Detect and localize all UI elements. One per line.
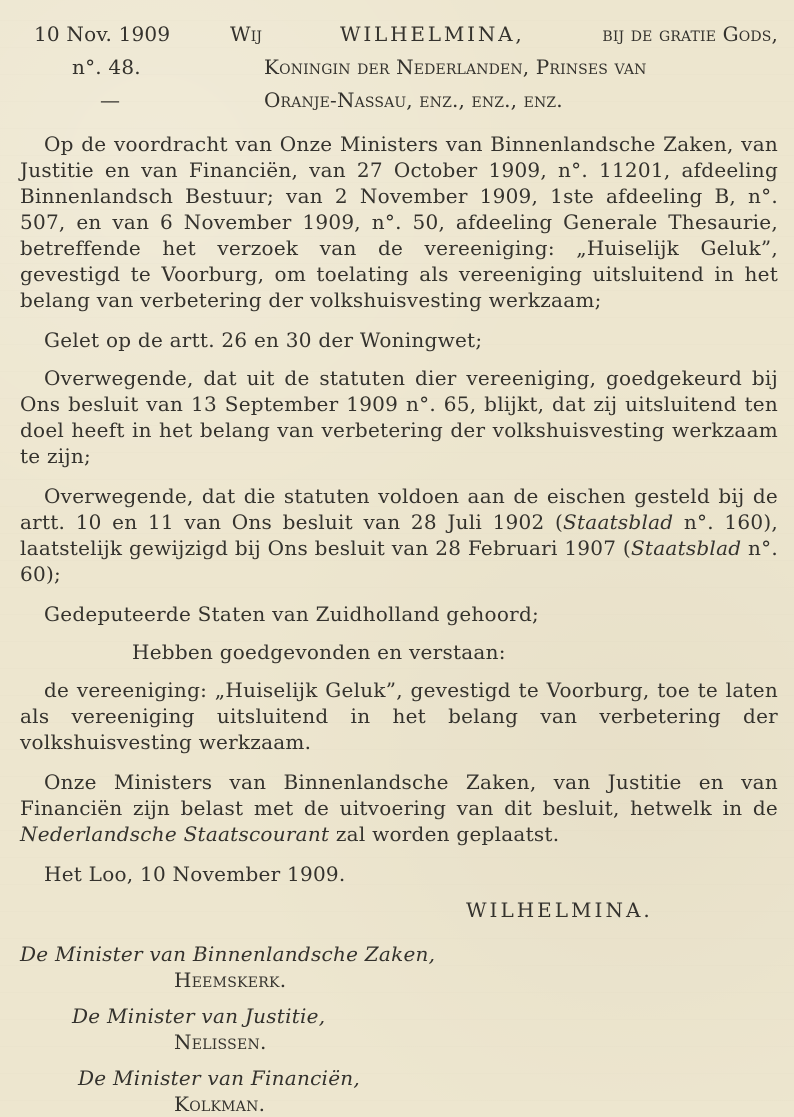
- minister-title-interior: De Minister van Binnenlandsche Zaken,: [20, 942, 436, 966]
- paragraph-execution-a: Onze Ministers van Binnenlandsche Zaken, van Justitie en van Financiën zijn belast met de uitvoering van dit besluit, hetwelk in de: [20, 770, 778, 820]
- decree-meta: [20, 18, 198, 117]
- monarch-signature: WILHELMINA.: [466, 898, 653, 922]
- paragraph-legal-basis: Gelet op de artt. 26 en 30 der Woningwet;: [44, 328, 483, 352]
- minister-signature-interior: [20, 941, 778, 993]
- royal-heading-line-1: [230, 18, 778, 51]
- royal-heading: [230, 18, 778, 117]
- decree-date: 10 Nov. 1909: [34, 22, 171, 46]
- minister-name-finance: Kolkman.: [174, 1092, 266, 1116]
- minister-signature-finance: [20, 1065, 778, 1117]
- royal-heading-line-3: Oranje-Nassau, enz., enz., enz.: [264, 88, 563, 112]
- paragraph-statutes-compliance: [20, 483, 778, 587]
- minister-name-interior: Heemskerk.: [174, 968, 287, 992]
- paragraph-execution-b: zal worden geplaatst.: [329, 822, 560, 846]
- staatscourant-ref: Nederlandsche Staatscourant: [20, 822, 330, 846]
- paragraph-provincial-states: Gedeputeerde Staten van Zuidholland gehoord;: [44, 602, 539, 626]
- minister-title-finance: De Minister van Financiën,: [78, 1066, 361, 1090]
- signoff: [20, 861, 778, 1117]
- paragraph-statutes-purpose: Overwegende, dat uit de statuten dier vereeniging, goedgekeurd bij Ons besluit van 13 September 1909 n°. 65, blijkt, dat zij uitsluitend ten doel heeft in het belang van verbetering der volkshuisvesting werkzaam te zijn;: [20, 366, 778, 468]
- heading-wij: Wij: [230, 22, 263, 46]
- paragraph-proposal: Op de voordracht van Onze Ministers van Binnenlandsche Zaken, van Justitie en van Financiën, van 27 October 1909, n°. 11201, afdeeling Binnenlandsch Bestuur; van 2 November 1909, 1ste afdeeling B, n°. 507, en van 6 November 1909, n°. 50, afdeeling Generale Thesaurie, betreffende het verzoek van de vereeniging: „Huiselijk Geluk”, gevestigd te Voorburg, om toelating als vereeniging uitsluitend in het belang van verbetering der volkshuisvesting werkzaam;: [20, 132, 778, 312]
- paragraph-decision-heading: Hebben goedgevonden en verstaan:: [132, 640, 506, 664]
- minister-name-justice: Nelissen.: [174, 1030, 267, 1054]
- heading-grace: bij de gratie Gods,: [602, 22, 778, 46]
- paragraph-execution: [20, 769, 778, 847]
- place-date: Het Loo, 10 November 1909.: [44, 862, 346, 886]
- paragraph-statutes-compliance-b: n°. 160), laatstelijk gewijzigd bij Ons besluit van 28 Februari 1907 (: [20, 510, 778, 560]
- decree-body: [20, 131, 778, 1117]
- document-header: [20, 18, 778, 117]
- decree-number: n°. 48.: [72, 55, 141, 79]
- royal-heading-line-2: Koningin der Nederlanden, Prinses van: [264, 55, 647, 79]
- paragraph-statutes-compliance-c: n°. 60);: [20, 536, 778, 586]
- staatsblad-ref-1: Staatsblad: [563, 510, 674, 534]
- minister-signature-justice: [20, 1003, 778, 1055]
- heading-monarch: WILHELMINA,: [340, 22, 525, 46]
- minister-title-justice: De Minister van Justitie,: [72, 1004, 326, 1028]
- paragraph-admission: de vereeniging: „Huiselijk Geluk”, gevestigd te Voorburg, toe te laten als vereeniging uitsluitend in het belang van verbetering der volkshuisvesting werkzaam.: [20, 678, 778, 754]
- decree-dash: —: [100, 88, 121, 112]
- staatsblad-ref-2: Staatsblad: [630, 536, 742, 560]
- paragraph-statutes-compliance-a: Overwegende, dat die statuten voldoen aan de eischen gesteld bij de artt. 10 en 11 van Ons besluit van 28 Juli 1902 (: [20, 484, 778, 534]
